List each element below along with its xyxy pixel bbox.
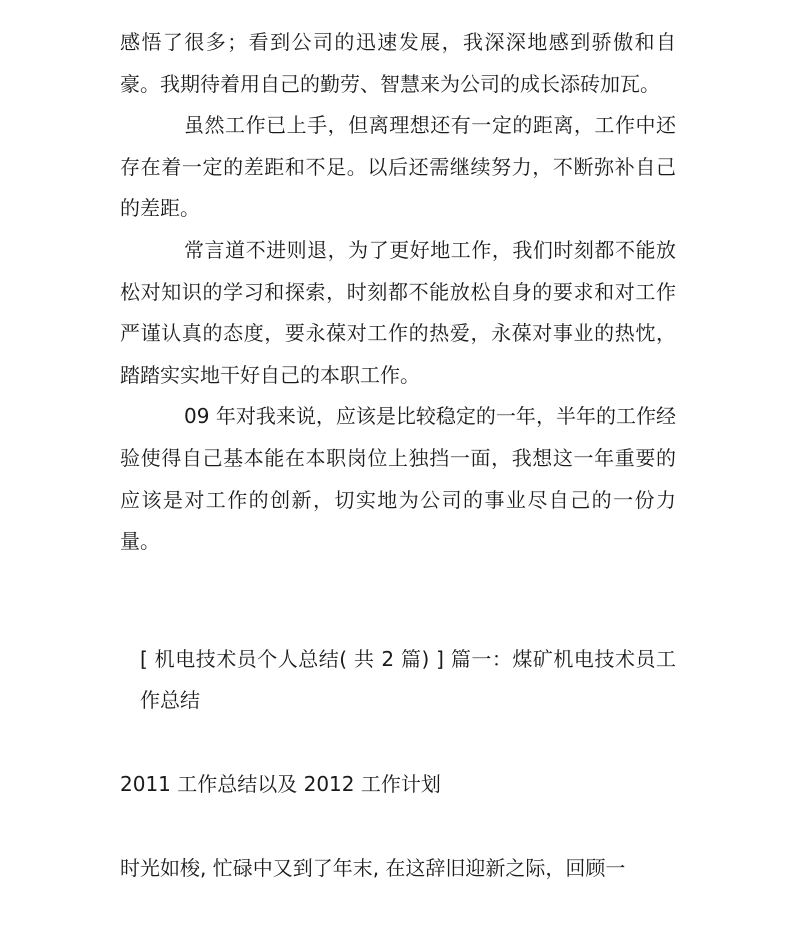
section-heading: [ 机电技术员个人总结( 共 2 篇) ] 篇一：煤矿机电技术员工作总结 <box>140 646 676 713</box>
document-page <box>120 22 676 889</box>
paragraph-09-year: 09 年对我来说，应该是比较稳定的一年，半年的工作经验使得自己基本能在本职岗位上独挡一面，我想这一年重要的应该是对工作的创新，切实地为公司的事业尽自己的一份力量。 <box>120 404 676 554</box>
paragraph-closing: 时光如梭, 忙碌中又到了年末, 在这辞旧迎新之际，回顾一 <box>120 855 626 880</box>
paragraph-progress: 常言道不进则退，为了更好地工作，我们时刻都不能放松对知识的学习和探索，时刻都不能放松自身的要求和对工作严谨认真的态度，要永葆对工作的热爱，永葆对事业的热忱，踏踏实实地干好自己的本职工作。 <box>120 237 676 387</box>
paragraph-gap: 虽然工作已上手，但离理想还有一定的距离，工作中还存在着一定的差距和不足。以后还需继续努力，不断弥补自己的差距。 <box>120 113 676 221</box>
section-subtitle: 2011 工作总结以及 2012 工作计划 <box>120 771 441 796</box>
paragraph-reflection: 感悟了很多；看到公司的迅速发展，我深深地感到骄傲和自豪。我期待着用自己的勤劳、智慧来为公司的成长添砖加瓦。 <box>120 30 676 96</box>
